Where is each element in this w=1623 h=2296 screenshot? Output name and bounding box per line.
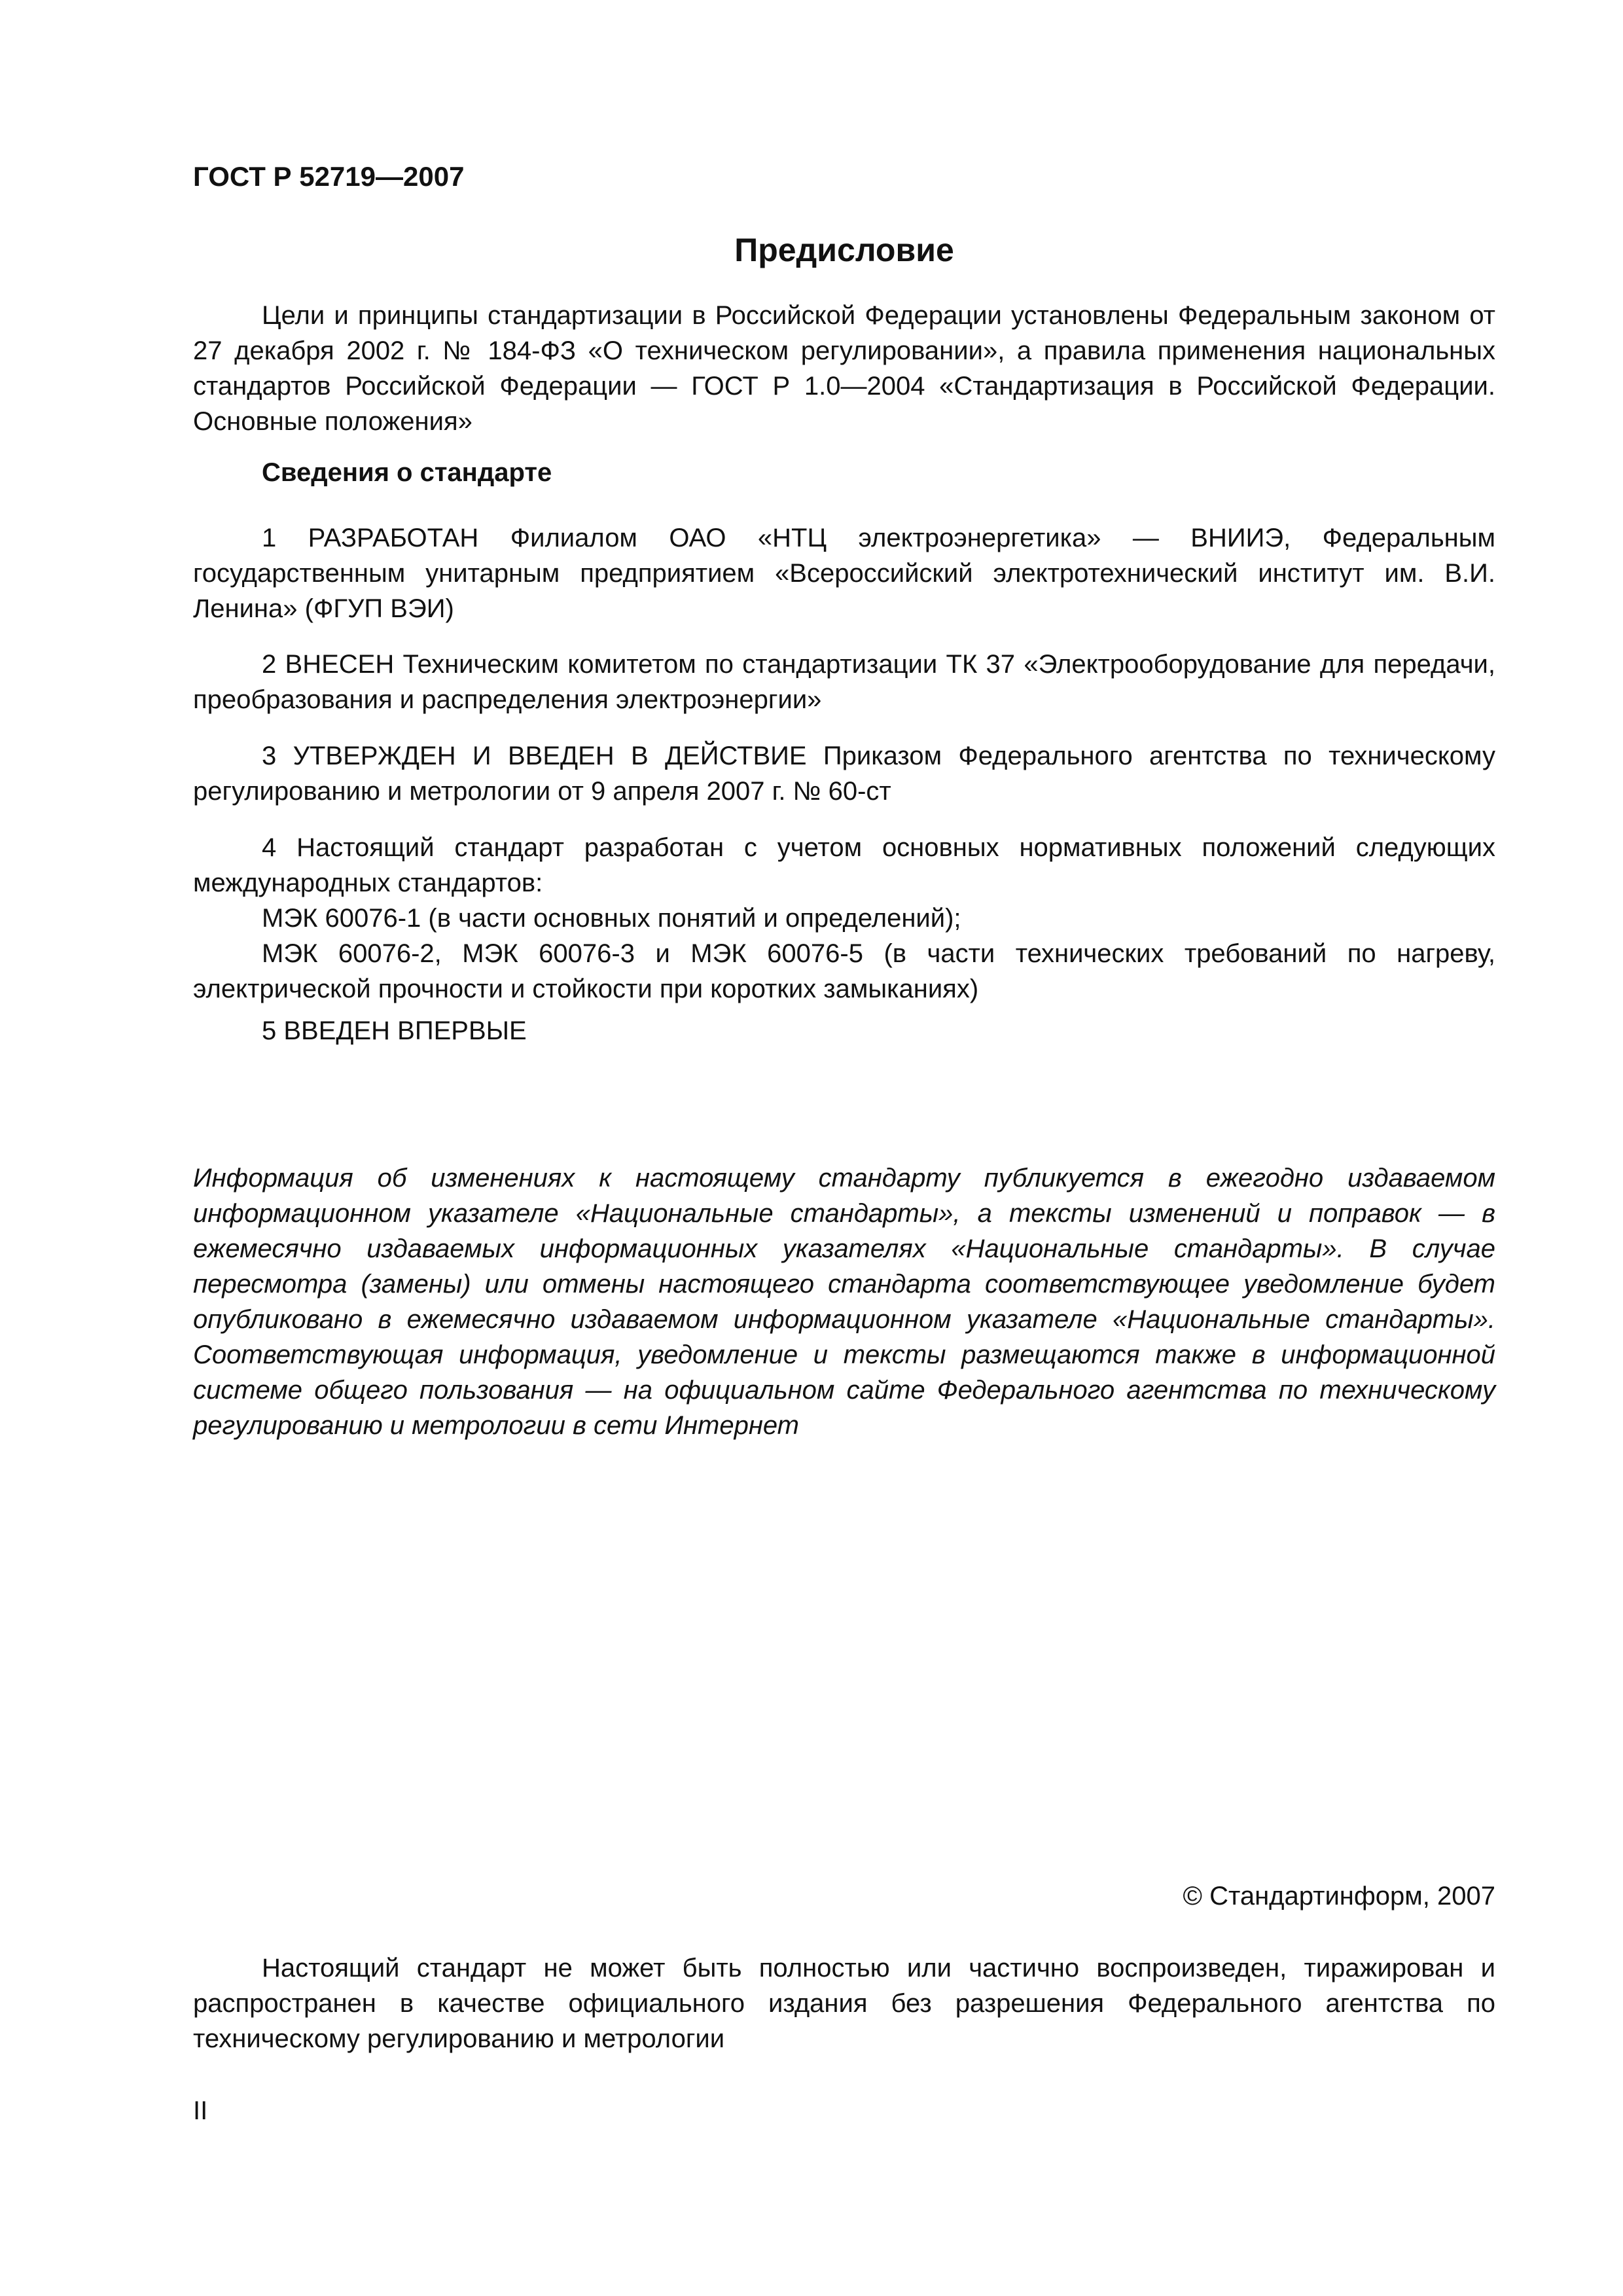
reproduction-notice: Настоящий стандарт не может быть полностью или частично воспроизведен, тиражирован и распространен в качестве официального издания без разрешения Федерального агентства по техническому регулированию и метрологии [193,1954,1495,2053]
document-code: ГОСТ Р 52719—2007 [193,161,465,192]
section-heading: Сведения о стандарте [262,458,552,487]
info-item-4 [193,830,1495,1007]
info-item-1: 1 РАЗРАБОТАН Филиалом ОАО «НТЦ электроэнергетика» — ВНИИЭ, Федеральным государственным унитарным предприятием «Всероссийский электротехнический институт им. В.И. Ленина» (ФГУП ВЭИ) [193,524,1495,623]
page-number: II [193,2096,208,2125]
info-item-5: 5 ВВЕДЕН ВПЕРВЫЕ [262,1016,527,1045]
intro-paragraph: Цели и принципы стандартизации в Российской Федерации установлены Федеральным законом от 27 декабря 2002 г. № 184-ФЗ «О техническом регулировании», а правила применения национальных стандартов Российской Федерации — ГОСТ Р 1.0—2004 «Стандартизация в Российской Федерации. Основные положения» [193,301,1495,436]
change-info-notice: Информация об изменениях к настоящему стандарту публикуется в ежегодно издаваемом информационном указателе «Национальные стандарты», а тексты изменений и поправок — в ежемесячно издаваемых информационных указателях «Национальные стандарты». В случае пересмотра (замены) или отмены настоящего стандарта соответствующее уведомление будет опубликовано в ежемесячно издаваемом информационном указателе «Национальные стандарты». Соответствующая информация, уведомление и тексты размещаются также в информационной системе общего пользования — на официальном сайте Федерального агентства по техническому регулированию и метрологии в сети Интернет [193,1164,1495,1440]
info-item-4-sub-2: МЭК 60076-2, МЭК 60076-3 и МЭК 60076-5 (в части технических требований по нагреву, электрической прочности и стойкости при коротких замыканиях) [193,939,1495,1003]
info-item-4-sub-1: МЭК 60076-1 (в части основных понятий и определений); [262,904,961,933]
info-item-4-text: 4 Настоящий стандарт разработан с учетом основных нормативных положений следующих международных стандартов: [193,833,1495,897]
info-item-2: 2 ВНЕСЕН Техническим комитетом по стандартизации ТК 37 «Электрооборудование для передачи, преобразования и распределения электроэнергии» [193,650,1495,714]
copyright: © Стандартинформ, 2007 [1183,1882,1495,1910]
page-title: Предисловие [734,232,954,268]
info-item-3: 3 УТВЕРЖДЕН И ВВЕДЕН В ДЕЙСТВИЕ Приказом Федерального агентства по техническому регулированию и метрологии от 9 апреля 2007 г. № 60-ст [193,742,1495,806]
